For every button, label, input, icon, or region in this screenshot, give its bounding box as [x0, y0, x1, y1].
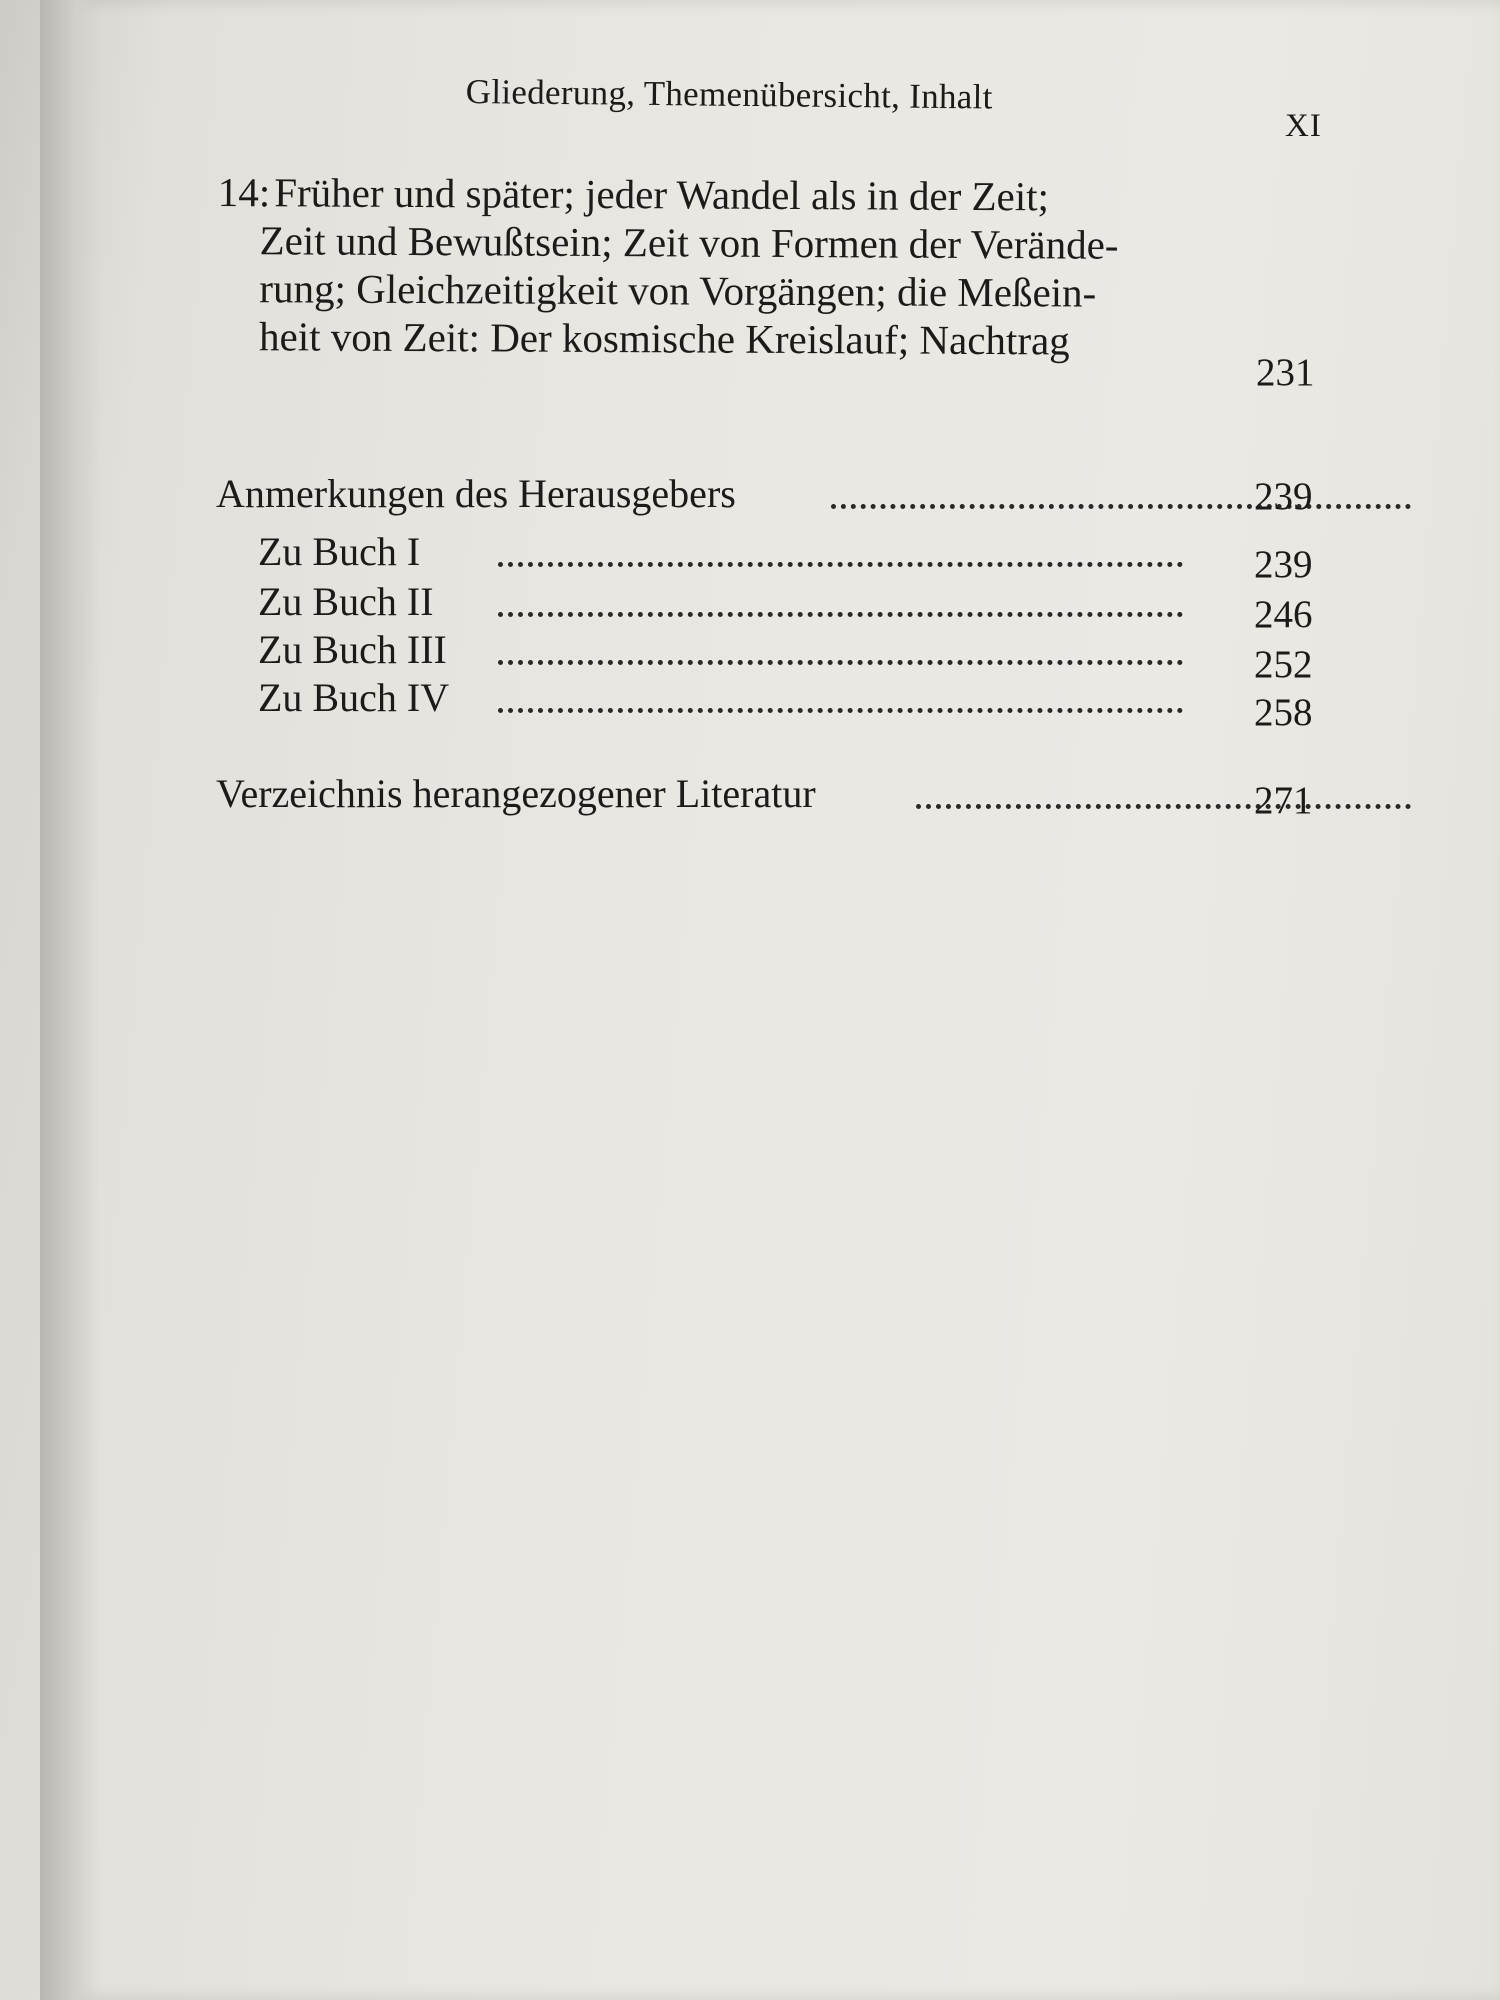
dot-leader — [916, 794, 1411, 809]
toc-row-literatur — [216, 770, 1316, 822]
spine-shadow — [40, 0, 100, 2000]
entry-14-line-3: rung; Gleichzeitigkeit von Vorgängen; die Meßein- — [259, 265, 1097, 316]
toc-row-zu-buch-3 — [258, 626, 1316, 686]
toc-page-zu-buch-3: 252 — [1254, 643, 1313, 686]
toc-entry-14 — [217, 168, 1318, 366]
dot-leader — [498, 698, 1183, 713]
toc-label-anmerkungen: Anmerkungen des Herausgebers — [216, 471, 736, 516]
toc-label-zu-buch-4: Zu Buch IV — [258, 675, 450, 720]
toc-row-zu-buch-4 — [258, 674, 1316, 734]
toc-row-anmerkungen — [216, 470, 1316, 516]
running-head: Gliederung, Themenübersicht, Inhalt — [465, 72, 993, 117]
toc-label-literatur: Verzeichnis herangezogener Literatur — [216, 771, 816, 816]
page-number: XI — [1285, 108, 1322, 144]
toc-label-zu-buch-2: Zu Buch II — [258, 579, 434, 624]
dot-leader — [498, 650, 1183, 665]
dot-leader — [831, 494, 1411, 509]
toc-row-zu-buch-1 — [258, 528, 1316, 586]
toc-page-literatur: 271 — [1254, 779, 1313, 822]
entry-14-number: 14: — [217, 168, 271, 216]
dot-leader — [498, 552, 1183, 567]
toc-page-zu-buch-2: 246 — [1254, 593, 1313, 636]
entry-14-line-2: Zeit und Bewußtsein; Zeit von Formen der Verände- — [259, 217, 1119, 268]
entry-14-page: 231 — [1256, 351, 1315, 394]
toc-row-zu-buch-2 — [258, 578, 1316, 636]
entry-14-line-1 — [218, 168, 1318, 222]
toc-label-zu-buch-3: Zu Buch III — [258, 627, 447, 672]
entry-14-line-1-text: Früher und später; jeder Wandel als in der Zeit; — [274, 169, 1050, 220]
toc-page-anmerkungen: 239 — [1254, 475, 1313, 518]
dot-leader — [498, 602, 1183, 617]
entry-14-line-4: heit von Zeit: Der kosmische Kreislauf; Nachtrag — [258, 313, 1070, 364]
toc-label-zu-buch-1: Zu Buch I — [258, 529, 421, 574]
toc-page-zu-buch-1: 239 — [1254, 543, 1313, 586]
toc-page-zu-buch-4: 258 — [1254, 691, 1313, 734]
